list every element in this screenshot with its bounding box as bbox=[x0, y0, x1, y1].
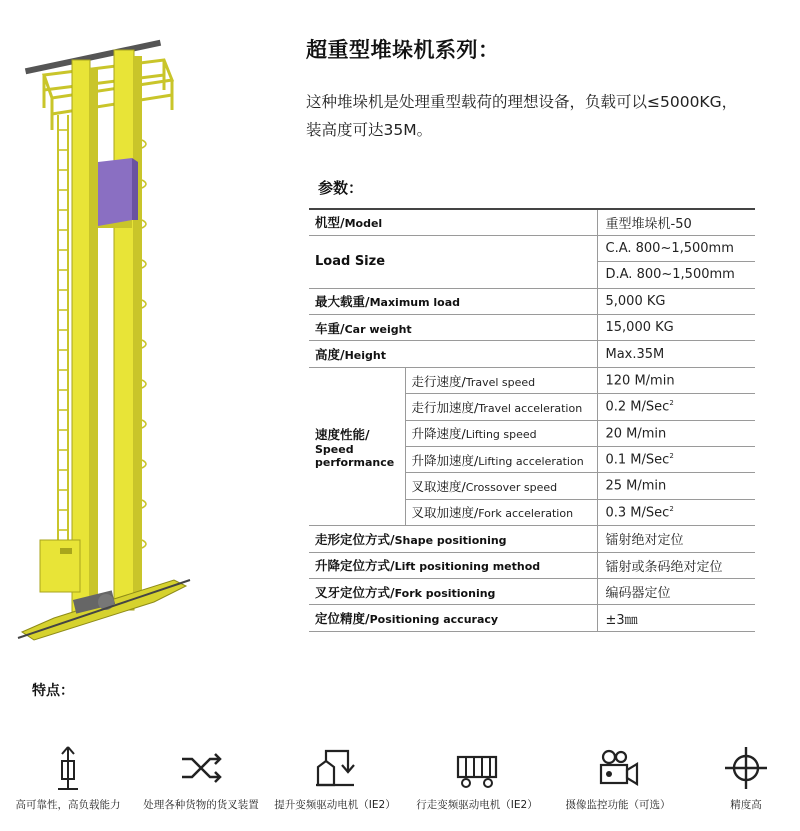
height-label-en: Height bbox=[344, 349, 386, 363]
speed-row-value: 20 M/min bbox=[605, 425, 667, 441]
feature-item bbox=[560, 745, 676, 812]
speed-row-label-zh: 升降速度/ bbox=[411, 426, 466, 442]
fork-pos-label-zh: 叉牙定位方式/ bbox=[315, 584, 395, 600]
car-weight-label-zh: 车重/ bbox=[315, 320, 345, 336]
speed-row-label-zh: 叉取加速度/ bbox=[411, 505, 479, 521]
feature-item bbox=[712, 745, 780, 812]
table-row bbox=[309, 367, 755, 393]
lift-pos-label-en: Lift positioning method bbox=[394, 560, 541, 574]
load-size-label: Load Size bbox=[315, 254, 386, 270]
table-row bbox=[309, 526, 755, 552]
camera-icon bbox=[595, 745, 641, 791]
feature-label: 提升变频驱动电机（IE2） bbox=[274, 799, 396, 811]
lift-pos-label-zh: 升降定位方式/ bbox=[315, 558, 395, 574]
height-value: Max.35M bbox=[597, 341, 755, 367]
table-row bbox=[309, 235, 755, 261]
feature-item bbox=[272, 745, 398, 812]
shape-pos-value: 镭射绝对定位 bbox=[597, 526, 755, 552]
feature-item bbox=[136, 745, 266, 812]
stacker-crane-illustration bbox=[14, 20, 194, 645]
speed-row-label-en: Lifting speed bbox=[465, 428, 537, 442]
feature-label: 高可靠性，高负载能力 bbox=[15, 799, 121, 811]
feature-item bbox=[10, 745, 126, 812]
accuracy-label-en: Positioning accuracy bbox=[369, 613, 499, 627]
table-row bbox=[309, 288, 755, 314]
lift-pos-value: 镭射或条码绝对定位 bbox=[597, 552, 755, 578]
table-row bbox=[309, 578, 755, 604]
speed-row-label-en: Travel acceleration bbox=[478, 401, 583, 415]
speed-row-label-en: Lifting acceleration bbox=[478, 454, 584, 468]
speed-label-zh: 速度性能/ bbox=[315, 426, 370, 442]
travel-motor-icon bbox=[452, 745, 502, 791]
speed-row-sup: 2 bbox=[669, 399, 674, 408]
speed-row-value: 0.3 M/Sec bbox=[605, 505, 670, 521]
speed-row-value: 0.1 M/Sec bbox=[605, 452, 670, 468]
speed-row-label-en: Travel speed bbox=[465, 375, 536, 389]
fork-pos-label-en: Fork positioning bbox=[394, 586, 496, 600]
speed-label-en-1: Speed bbox=[315, 442, 354, 456]
model-label-en: Model bbox=[344, 217, 383, 231]
height-label-zh: 高度/ bbox=[315, 347, 345, 363]
load-size-ca: C.A. 800~1,500mm bbox=[597, 235, 755, 261]
speed-row-value: 120 M/min bbox=[605, 373, 675, 389]
max-load-label-en: Maximum load bbox=[369, 296, 461, 310]
page-title: 超重型堆垛机系列： bbox=[306, 38, 500, 62]
speed-row-label-zh: 升降加速度/ bbox=[411, 452, 479, 468]
speed-row-label-zh: 叉取速度/ bbox=[411, 479, 466, 495]
feature-label: 处理各种货物的货叉装置 bbox=[143, 799, 259, 811]
crossing-arrows-icon bbox=[178, 745, 224, 791]
speed-row-value: 25 M/min bbox=[605, 478, 667, 494]
max-load-value: 5,000 KG bbox=[597, 288, 755, 314]
fork-pos-value: 编码器定位 bbox=[597, 578, 755, 604]
speed-row-value: 0.2 M/Sec bbox=[605, 399, 670, 415]
lift-motor-icon bbox=[312, 745, 358, 791]
accuracy-value: ±3㎜ bbox=[597, 605, 755, 631]
table-row bbox=[309, 209, 755, 235]
shape-pos-label-zh: 走形定位方式/ bbox=[315, 531, 395, 547]
speed-label-en-2: performance bbox=[315, 455, 395, 469]
description-line-2: 装高度可达35M。 bbox=[306, 121, 433, 139]
speed-row-label-en: Crossover speed bbox=[465, 481, 558, 495]
car-weight-label-en: Car weight bbox=[344, 322, 412, 336]
model-value: 重型堆垛机-50 bbox=[597, 209, 755, 235]
accuracy-label-zh: 定位精度/ bbox=[315, 611, 370, 627]
speed-row-sup: 2 bbox=[669, 452, 674, 461]
feature-label: 精度高 bbox=[730, 799, 762, 811]
description-line-1: 这种堆垛机是处理重型载荷的理想设备，负载可以≤5000KG， bbox=[306, 93, 738, 111]
table-row bbox=[309, 605, 755, 631]
params-heading: 参数： bbox=[318, 179, 364, 197]
model-label-zh: 机型/ bbox=[315, 215, 345, 231]
shape-pos-label-en: Shape positioning bbox=[394, 533, 507, 547]
car-weight-value: 15,000 KG bbox=[597, 315, 755, 341]
speed-row-sup: 2 bbox=[669, 504, 674, 513]
max-load-label-zh: 最大载重/ bbox=[315, 294, 370, 310]
table-row bbox=[309, 315, 755, 341]
speed-row-label-zh: 走行速度/ bbox=[411, 373, 466, 389]
feature-label: 摄像监控功能（可选） bbox=[565, 799, 671, 811]
description bbox=[306, 88, 776, 144]
feature-item bbox=[414, 745, 540, 812]
speed-row-label-zh: 走行加速度/ bbox=[411, 399, 479, 415]
features-heading: 特点： bbox=[32, 683, 74, 699]
table-row bbox=[309, 552, 755, 578]
crosshair-icon bbox=[723, 745, 769, 791]
speed-row-label-en: Fork acceleration bbox=[478, 507, 574, 521]
load-size-da: D.A. 800~1,500mm bbox=[597, 262, 755, 288]
feature-label: 行走变频驱动电机（IE2） bbox=[416, 799, 538, 811]
high-reliability-icon bbox=[48, 745, 88, 791]
table-row bbox=[309, 341, 755, 367]
spec-table bbox=[309, 208, 755, 632]
